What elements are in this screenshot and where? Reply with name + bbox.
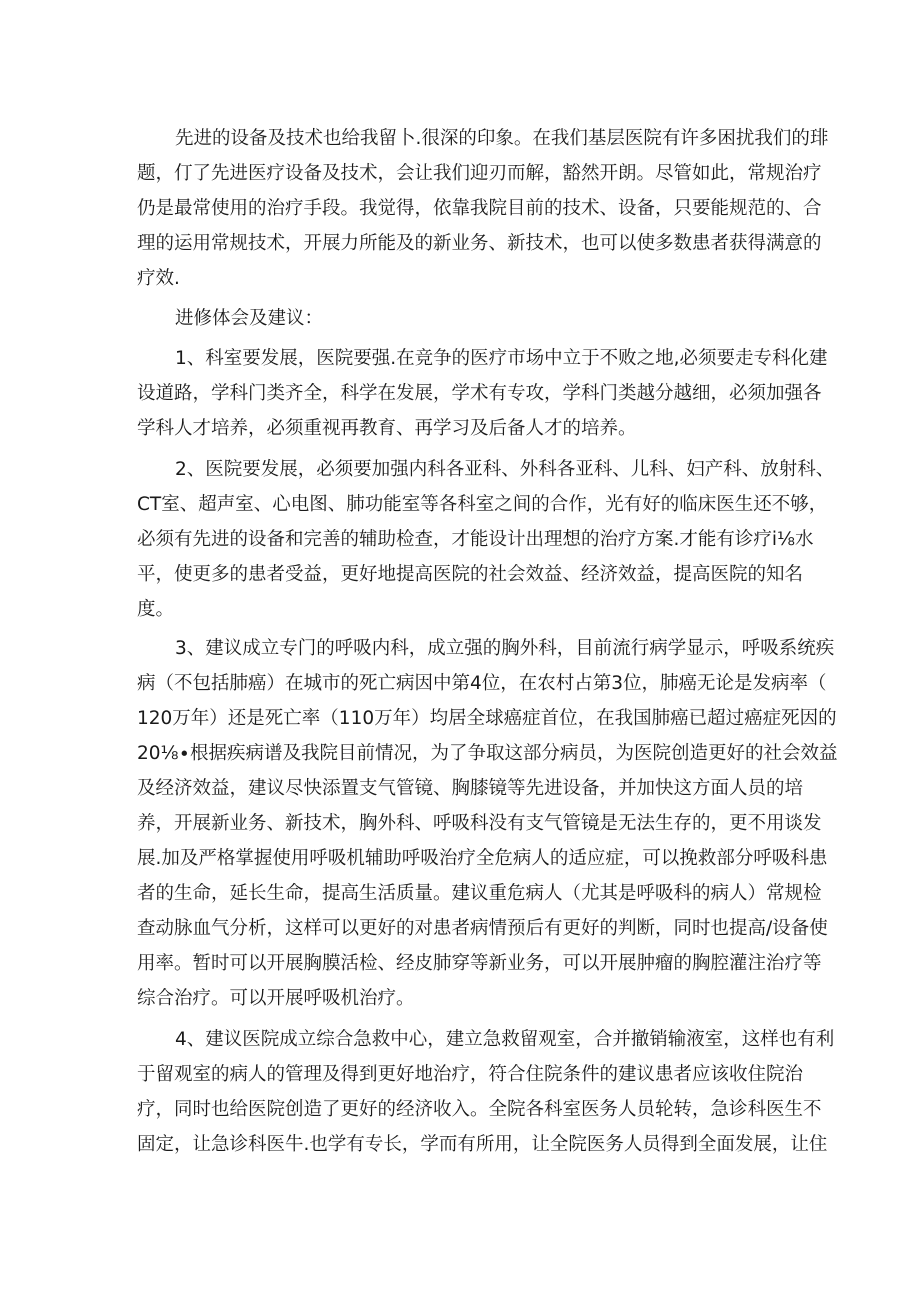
text-line: 3、建议成立专门的呼吸内科，成立强的胸外科，目前流行病学显示，呼吸系统疾 <box>175 638 835 659</box>
text-line: 查动脉血气分析，这样可以更好的对患者病情预后有更好的判断，同时也提高/设备使 <box>137 918 828 939</box>
text-line: 疗，同时也给医院创造了更好的经济收入。全院各科室医务人员轮转，急诊科医生不 <box>137 1099 822 1120</box>
text-line: 120万年）还是死亡率（110万年）均居全球癌症首位，在我国肺癌已超过癌症死因的 <box>137 708 837 729</box>
text-line: 综合治疗。可以开展呼吸机治疗。 <box>137 988 415 1009</box>
text-line: 4、建议医院成立综合急救中心，建立急救留观室，合并撤销输液室，这样也有利 <box>175 1029 835 1050</box>
text-line: 养，开展新业务、新技术，胸外科、呼吸科没有支气管镜是无法生存的，更不用谈发 <box>137 813 822 834</box>
text-line: 学科人才培养，必须重视再教育、再学习及后备人才的培养。 <box>137 418 637 439</box>
text-line: 1、科室要发展，医院要强.在竞争的医疗市场中立于不败之地,必须要走专科化建 <box>175 348 828 369</box>
text-line: 及经济效益，建议尽快添置支气管镜、胸膝镜等先进设备，并加快这方面人员的培 <box>137 778 804 799</box>
text-line: 设道路，学科门类齐全，科学在发展，学术有专攻，学科门类越分越细，必须加强各 <box>137 383 822 404</box>
text-line: 于留观室的病人的管理及得到更好地治疗，符合住院条件的建议患者应该收住院治 <box>137 1064 804 1085</box>
text-line: 题，仃了先进医疗设备及技术，会让我们迎刃而解，豁然开朗。尽管如此，常规治疗 <box>137 163 822 184</box>
text-line: 理的运用常规技术，开展力所能及的新业务、新技术，也可以使多数患者获得满意的 <box>137 233 822 254</box>
text-line: 用率。暂时可以开展胸膜活检、经皮肺穿等新业务，可以开展肿瘤的胸腔灌注治疗等 <box>137 953 822 974</box>
text-line: 固定，让急诊科医牛.也学有专长，学而有所用，让全院医务人员得到全面发展，让住 <box>137 1134 828 1155</box>
text-line: 先进的设备及技术也给我留卜.很深的印象。在我们基层医院有许多困扰我们的琲 <box>175 128 829 149</box>
text-line: 必须有先进的设备和完善的辅助检查，才能设计出理想的治疗方案.才能有诊疗i⅛水 <box>137 529 814 550</box>
text-line: 疗效. <box>137 268 180 289</box>
text-line: 平，使更多的患者受益，更好地提高医院的社会效益、经济效益，提高医院的知名 <box>137 564 804 585</box>
heading-text: 进修体会及建议： <box>175 308 324 329</box>
text-line: 仍是最常使用的治疗手段。我觉得，依靠我院目前的技术、设备，只要能规范的、合 <box>137 198 822 219</box>
text-line: 2、医院要发展，必须要加强内科各亚科、外科各亚科、儿科、妇产科、放射科、 <box>175 459 835 480</box>
text-line: 20⅛∙根据疾病谱及我院目前情况，为了争取这部分病员，为医院创造更好的社会效益 <box>137 743 838 764</box>
text-line: 病（不包括肺癌）在城市的死亡病因中第4位，在农村占第3位，肺癌无论是发病率（ <box>137 673 827 694</box>
text-line: 展.加及严格掌握使用呼吸机辅助呼吸治疗全危病人的适应症，可以挽救部分呼吸科患 <box>137 848 828 869</box>
text-line: 度。 <box>137 599 175 620</box>
text-line: 者的生命，延长生命，提高生活质量。建议重危病人（尤其是呼吸科的病人）常规检 <box>137 883 822 904</box>
text-line: CT室、超声室、心电图、肺功能室等各科室之间的合作，光有好的临床医生还不够， <box>137 494 828 515</box>
